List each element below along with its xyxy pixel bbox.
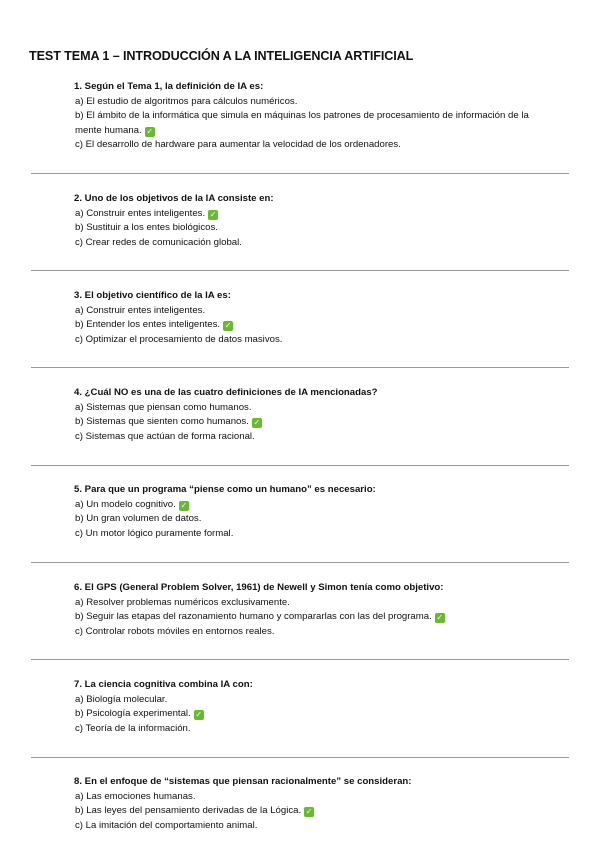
answer-option-text: b) Psicología experimental. xyxy=(75,708,191,720)
divider xyxy=(31,659,569,660)
question-block xyxy=(74,192,544,250)
answer-option xyxy=(74,596,544,611)
question-block xyxy=(74,581,544,639)
answer-option-text: b) Las leyes del pensamiento derivadas de la Lógica. xyxy=(75,805,302,817)
answer-option xyxy=(74,318,544,333)
answer-option xyxy=(74,804,544,819)
divider xyxy=(31,367,569,368)
answer-option xyxy=(74,527,544,542)
answer-option-text: c) Optimizar el procesamiento de datos masivos. xyxy=(75,333,283,345)
divider xyxy=(31,562,569,563)
answer-option-text: c) Controlar robots móviles en entornos reales. xyxy=(75,625,275,637)
answer-option xyxy=(74,819,544,834)
question-block xyxy=(74,678,544,736)
answer-option-text: a) Resolver problemas numéricos exclusivamente. xyxy=(75,596,290,608)
question-block xyxy=(74,80,544,153)
answer-option-text: a) Sistemas que piensan como humanos. xyxy=(75,401,252,413)
answer-option-text: c) Un motor lógico puramente formal. xyxy=(75,527,234,539)
answer-option xyxy=(74,693,544,708)
question-block xyxy=(74,775,544,833)
answer-option xyxy=(74,304,544,319)
answer-option xyxy=(74,498,544,513)
question-block xyxy=(74,289,544,347)
answer-option-text: c) Crear redes de comunicación global. xyxy=(75,236,242,248)
answer-option-text: c) Sistemas que actúan de forma racional. xyxy=(75,430,255,442)
check-icon: ✓ xyxy=(305,807,313,817)
answer-option xyxy=(74,707,544,722)
answer-option xyxy=(74,430,544,445)
answer-option-text: a) Las emociones humanas. xyxy=(75,790,196,802)
question-text: 1. Según el Tema 1, la definición de IA es: xyxy=(74,81,264,92)
answer-option xyxy=(74,722,544,737)
question-block xyxy=(74,386,544,444)
divider xyxy=(31,465,569,466)
check-icon: ✓ xyxy=(180,500,188,510)
answer-option-text: c) El desarrollo de hardware para aumentar la velocidad de los ordenadores. xyxy=(75,139,401,151)
answer-option xyxy=(74,95,544,110)
answer-option xyxy=(74,207,544,222)
answer-option-text: b) El ámbito de la informática que simula en máquinas los patrones de procesamiento de información de la mente humana. xyxy=(75,110,529,136)
answer-option-text: b) Entender los entes inteligentes. xyxy=(75,319,221,331)
check-icon: ✓ xyxy=(195,710,203,720)
question-text: 6. El GPS (General Problem Solver, 1961) de Newell y Simon tenía como objetivo: xyxy=(74,582,444,593)
divider xyxy=(31,173,569,174)
question-text: 7. La ciencia cognitiva combina IA con: xyxy=(74,679,253,690)
check-icon: ✓ xyxy=(436,613,444,623)
question-text: 5. Para que un programa “piense como un humano” es necesario: xyxy=(74,484,376,495)
answer-option xyxy=(74,610,544,625)
answer-option-text: b) Un gran volumen de datos. xyxy=(75,513,202,525)
answer-option xyxy=(74,236,544,251)
check-icon: ✓ xyxy=(209,209,217,219)
answer-option-text: b) Seguir las etapas del razonamiento humano y compararlas con las del programa. xyxy=(75,611,432,623)
answer-option-text: b) Sistemas que sienten como humanos. xyxy=(75,416,249,428)
answer-option xyxy=(74,401,544,416)
answer-option-text: a) Un modelo cognitivo. xyxy=(75,498,176,510)
answer-option xyxy=(74,625,544,640)
divider xyxy=(31,270,569,271)
answer-option-text: a) Construir entes inteligentes. xyxy=(75,304,206,316)
answer-option-text: a) Biología molecular. xyxy=(75,693,168,705)
divider xyxy=(31,757,569,758)
answer-option-text: a) El estudio de algoritmos para cálculos numéricos. xyxy=(75,95,298,107)
question-text: 2. Uno de los objetivos de la IA consiste en: xyxy=(74,193,274,204)
answer-option-text: a) Construir entes inteligentes. xyxy=(75,207,206,219)
answer-option xyxy=(74,221,544,236)
question-text: 3. El objetivo científico de la IA es: xyxy=(74,290,231,301)
check-icon: ✓ xyxy=(253,418,261,428)
document-title: TEST TEMA 1 – INTRODUCCIÓN A LA INTELIGENCIA ARTIFICIAL xyxy=(29,49,414,63)
answer-option xyxy=(74,333,544,348)
question-block xyxy=(74,483,544,541)
question-text: 4. ¿Cuál NO es una de las cuatro definiciones de IA mencionadas? xyxy=(74,387,378,398)
question-text: 8. En el enfoque de “sistemas que piensan racionalmente” se consideran: xyxy=(74,776,412,787)
answer-option xyxy=(74,138,544,153)
answer-option xyxy=(74,109,544,138)
answer-option xyxy=(74,512,544,527)
answer-option-text: c) La imitación del comportamiento animal. xyxy=(75,819,258,831)
check-icon: ✓ xyxy=(146,126,154,136)
answer-option-text: c) Teoría de la información. xyxy=(75,722,191,734)
answer-option-text: b) Sustituir a los entes biológicos. xyxy=(75,222,218,234)
answer-option xyxy=(74,415,544,430)
check-icon: ✓ xyxy=(224,321,232,331)
answer-option xyxy=(74,790,544,805)
